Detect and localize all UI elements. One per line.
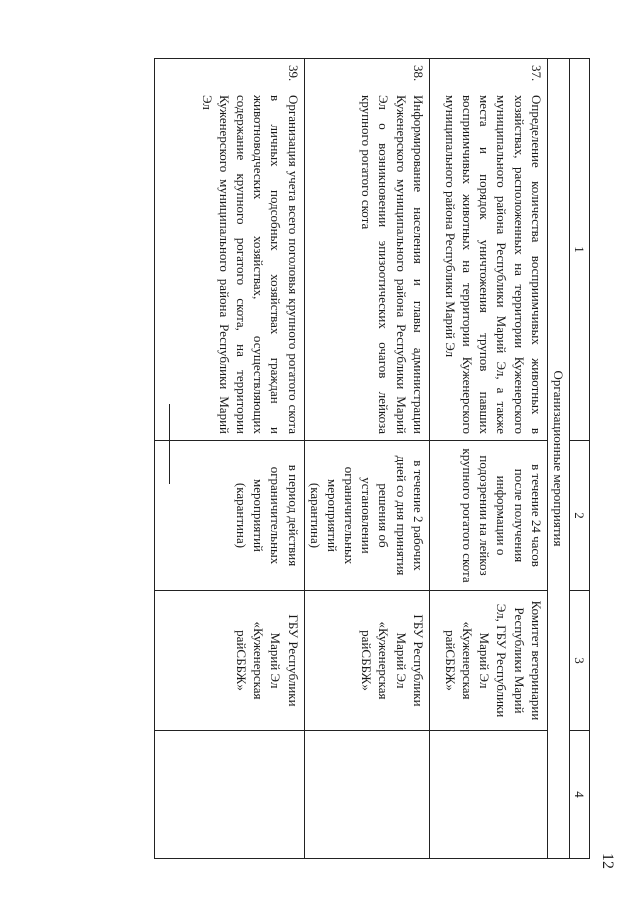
column-number: 4 <box>569 731 589 859</box>
table-row <box>304 59 429 859</box>
row-number: 39. <box>285 65 301 82</box>
responsible-cell: ГБУ Республики Марий Эл «Куженерская райСББЖ» <box>154 591 304 731</box>
page-number: 12 <box>599 853 616 869</box>
row-number: 37. <box>528 65 544 82</box>
table-row <box>154 59 304 859</box>
deadline-cell: в течение 2 рабочих дней со дня принятия решения об установлении ограничительных мероприятий (карантина) <box>304 441 429 591</box>
table-row <box>429 59 547 859</box>
section-title: Организационные мероприятия <box>547 59 569 859</box>
column-number-row <box>569 59 589 859</box>
row-number: 38. <box>410 65 426 82</box>
measure-text: Информирование населения и главы администрации Куженерского муниципального района Республики Марий Эл о возникновении эпизоотических очагов лейкоза крупного рогатого скота <box>359 95 426 434</box>
measure-text: Организация учета всего поголовья крупного рогатого скота в личных подсобных хозяйствах граждан и животноводческих хозяйствах, осуществляющих содержание крупного рогатого скота, на территории Куженерского муниципального района Республики Марий Эл <box>199 95 301 434</box>
responsible-cell: ГБУ Республики Марий Эл «Куженерская райСББЖ» <box>304 591 429 731</box>
responsible-cell: Комитет ветеринарии Республики Марий Эл, ГБУ Республики Марий Эл «Куженерская райСББЖ» <box>429 591 547 731</box>
column-number: 1 <box>569 59 589 441</box>
measure-text: Определение количества восприимчивых животных в хозяйствах, расположенных на территории Куженерского муниципального района Республики Марий Эл, а также места и порядок уничтожения трупов павших восприимчивых животных на территории Куженерского муниципального района Республики Марий Эл <box>442 95 544 434</box>
column-number: 2 <box>569 441 589 591</box>
measures-table <box>154 58 590 859</box>
deadline-cell: в период действия ограничительных мероприятий (карантина) <box>154 441 304 591</box>
section-title-row <box>547 59 569 859</box>
column-number: 3 <box>569 591 589 731</box>
deadline-cell: в течение 24 часов после получения информации о подозрении на лейкоз крупного рогатого скота <box>429 441 547 591</box>
end-rule <box>169 404 170 484</box>
